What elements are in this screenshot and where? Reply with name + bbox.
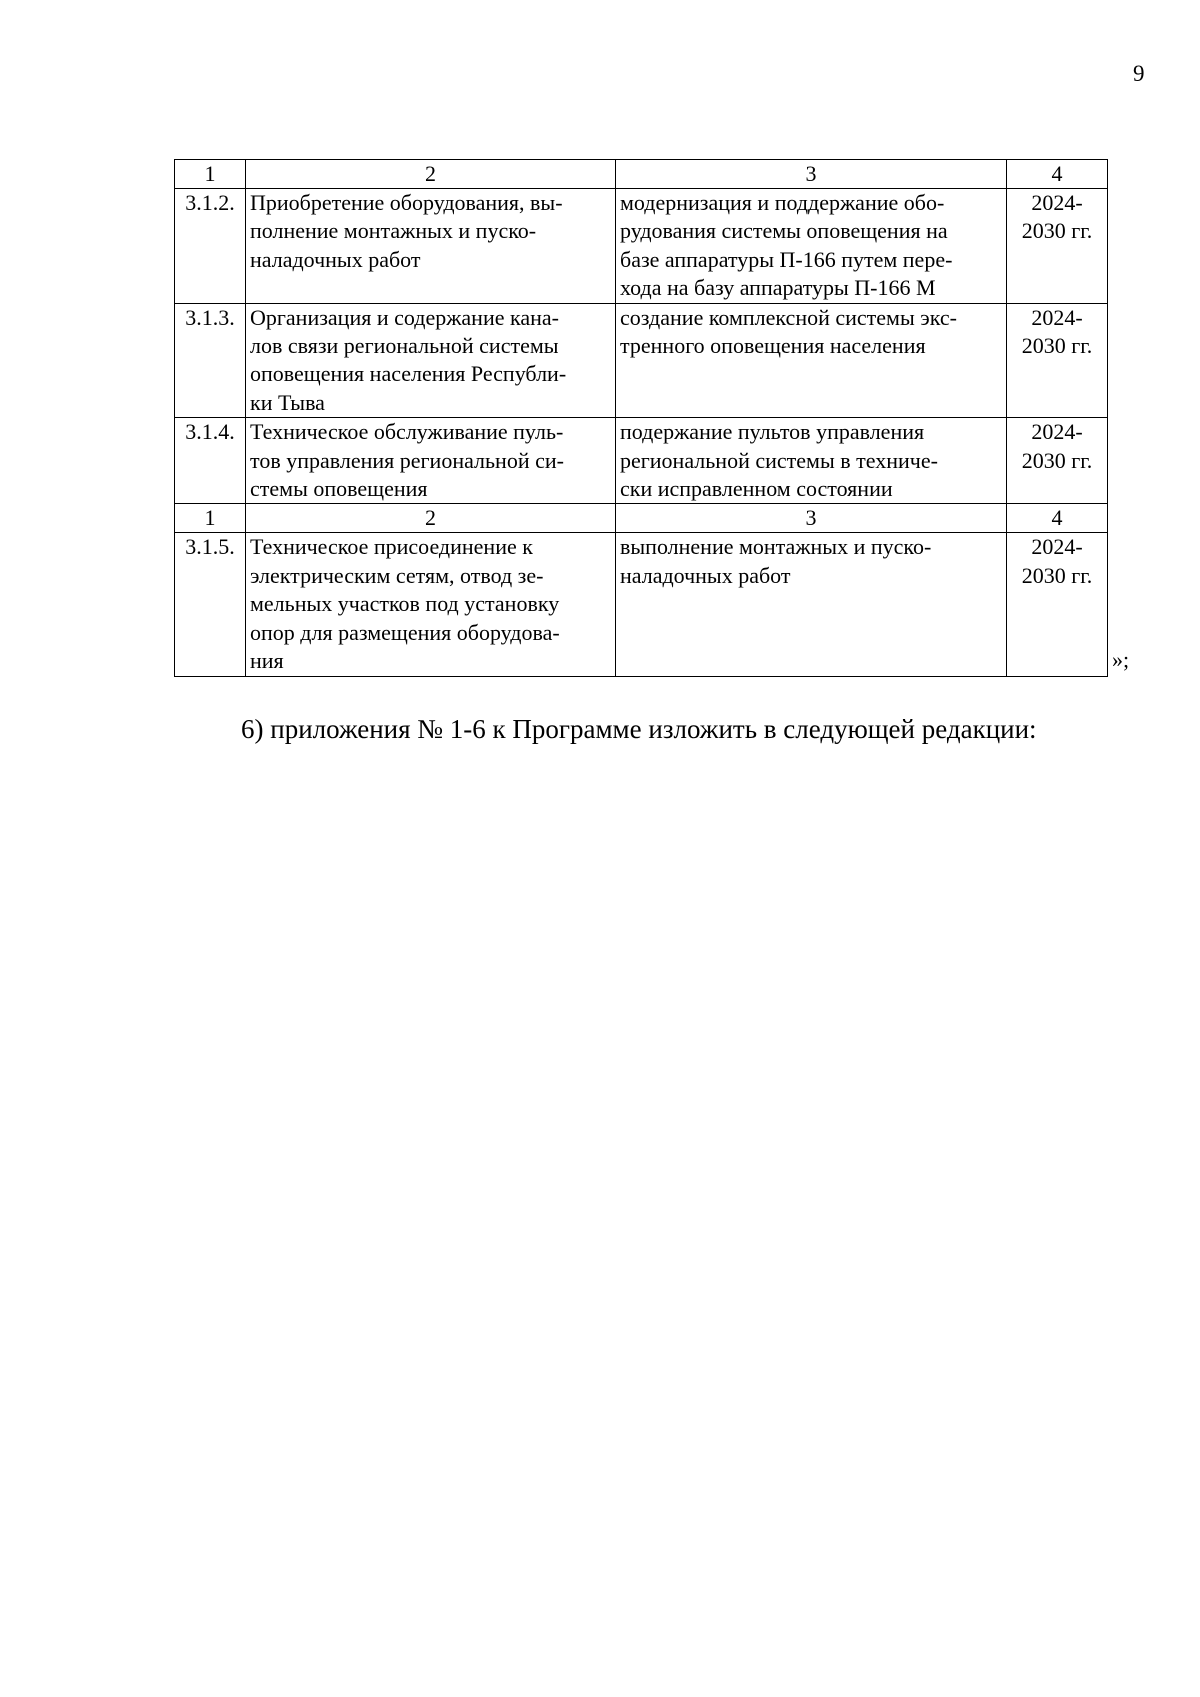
expected-result-cell (616, 533, 1007, 676)
text-line: ния (250, 648, 284, 674)
column-number-cell: 4 (1007, 160, 1108, 189)
text-line: 2024- (1031, 304, 1083, 330)
text-line: Техническое обслуживание пуль- (250, 419, 564, 445)
table-row (175, 303, 1108, 418)
term-cell (1007, 418, 1108, 504)
column-number-cell: 1 (175, 160, 246, 189)
text-line: Приобретение оборудования, вы- (250, 190, 563, 215)
text-line: 2024- (1031, 190, 1083, 215)
expected-result-cell (616, 303, 1007, 418)
term-cell (1007, 533, 1108, 676)
text-line: 2030 гг. (1021, 447, 1093, 473)
text-line: электрическим сетям, отвод зе- (250, 562, 544, 588)
measure-name-cell (246, 303, 616, 418)
text-line: создание комплексной системы экс- (620, 304, 957, 330)
text-line: подержание пультов управления (620, 419, 925, 445)
column-number-cell: 3 (616, 504, 1007, 533)
measures-table (174, 159, 1108, 677)
table-row (175, 418, 1108, 504)
page-number: 9 (1133, 61, 1145, 86)
column-number-cell: 3 (616, 160, 1007, 189)
text-line: рудования системы оповещения на (620, 218, 948, 244)
text-line: оповещения населения Республи- (250, 361, 567, 387)
text-line: лов связи региональной системы (250, 333, 559, 359)
text-line: региональной системы в техниче- (620, 447, 938, 473)
closing-quote: »; (1112, 647, 1130, 672)
column-number-cell: 1 (175, 504, 246, 533)
text-line: Техническое присоединение к (250, 534, 533, 560)
expected-result-cell (616, 189, 1007, 304)
table-header-row-repeat (175, 504, 1108, 533)
column-number-cell: 2 (246, 160, 616, 189)
text-line: тов управления региональной си- (250, 447, 564, 473)
text-line: стемы оповещения (250, 476, 428, 502)
text-line: мельных участков под установку (250, 591, 560, 617)
text-line: Организация и содержание кана- (250, 304, 559, 330)
text-line: ки Тыва (250, 389, 325, 415)
table-row (175, 189, 1108, 304)
table-header-row (175, 160, 1108, 189)
term-cell (1007, 303, 1108, 418)
table-row (175, 533, 1108, 676)
text-line: 2030 гг. (1021, 333, 1093, 359)
item-number-cell: 3.1.5. (175, 533, 246, 676)
column-number-cell: 2 (246, 504, 616, 533)
text-line: наладочных работ (620, 562, 791, 588)
body-paragraph: 6) приложения № 1-6 к Программе изложить в следующей редакции: (241, 714, 1037, 744)
measure-name-cell (246, 533, 616, 676)
text-line: 2030 гг. (1021, 218, 1093, 244)
measure-name-cell (246, 189, 616, 304)
item-number-cell: 3.1.4. (175, 418, 246, 504)
text-line: 2024- (1031, 419, 1083, 445)
measure-name-cell (246, 418, 616, 504)
item-number-cell: 3.1.2. (175, 189, 246, 304)
text-line: тренного оповещения населения (620, 333, 926, 359)
item-number-cell: 3.1.3. (175, 303, 246, 418)
text-line: 2030 гг. (1021, 562, 1093, 588)
text-line: хода на базу аппаратуры П-166 М (620, 275, 936, 301)
text-line: полнение монтажных и пуско- (250, 218, 537, 244)
text-line: модернизация и поддержание обо- (620, 190, 945, 215)
text-line: опор для размещения оборудова- (250, 619, 560, 645)
term-cell (1007, 189, 1108, 304)
text-line: базе аппаратуры П-166 путем пере- (620, 246, 953, 272)
text-line: 2024- (1031, 534, 1083, 560)
expected-result-cell (616, 418, 1007, 504)
column-number-cell: 4 (1007, 504, 1108, 533)
text-line: ски исправленном состоянии (620, 476, 893, 502)
text-line: выполнение монтажных и пуско- (620, 534, 932, 560)
text-line: наладочных работ (250, 246, 421, 272)
